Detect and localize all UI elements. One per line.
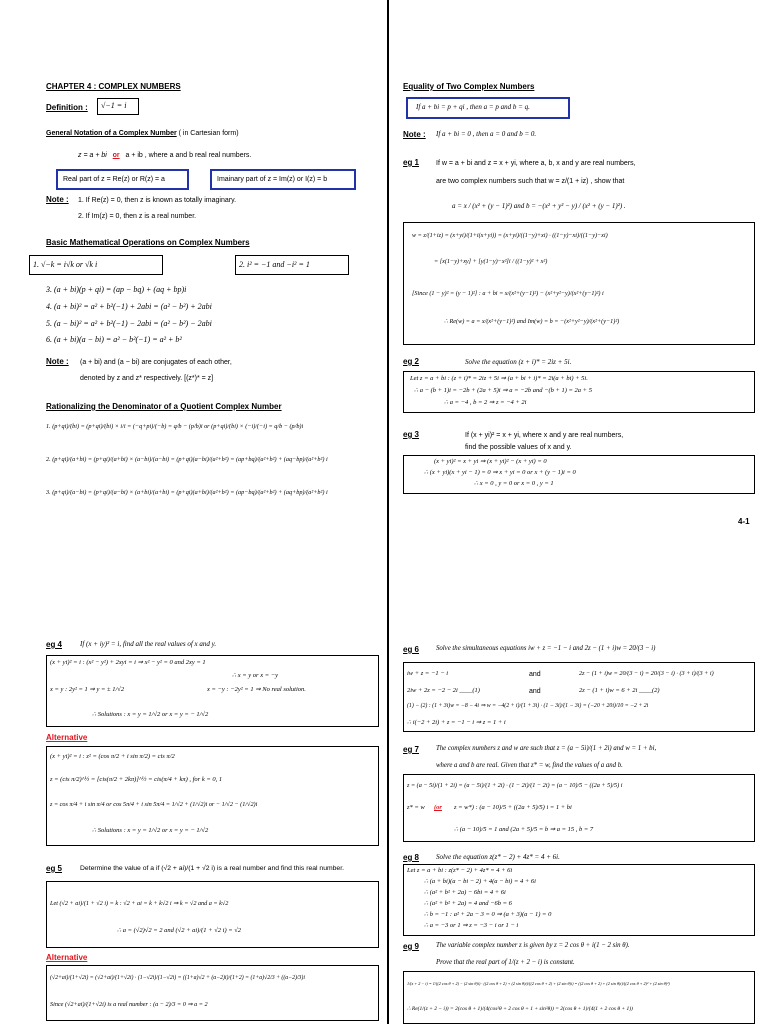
eg4-alt-step-1: (x + yi)² = i : z² = (cos π/2 + i sin π/2) = cis π/2 (50, 753, 175, 760)
eg3-step-3: ∴ x = 0 , y = 0 or x = 0 , y = 1 (474, 480, 554, 487)
eg3-label: eg 3 (403, 430, 420, 439)
real-part-box (56, 169, 189, 190)
eg5-question: Determine the value of a if (√2 + ai)/(1 + √2 i) is a real number and find this real number. (80, 865, 344, 872)
rationalizing-3: 3. (p+qi)/(a−bi) = (p+qi)/(a−bi) × (a+bi)/(a+bi) = (p+qi)(a+bi)/(a²+b²) = (ap−bq)/(a²+b²) + (aq+bp)/(a²+b²) i (46, 489, 328, 496)
eg5-label: eg 5 (46, 864, 63, 873)
basic-op-4: 4. (a + bi)² = a² + b²(−1) + 2abi = (a² − b²) + 2abi (46, 302, 212, 311)
eg5-alt-step-1: (√2+ai)/(1+√2i) = (√2+ai)/(1+√2i) · (1−√2i)/(1−√2i) = ((1+a)√2 + (a−2)i)/(1+2) = (1+a)√2/3 + ((a−2)/3)i (50, 975, 305, 981)
eg6-question: Solve the simultaneous equations iw + z = −1 − i and 2z − (1 + i)w = 20/(3 − i) (436, 645, 656, 652)
eg1-question-3: a = x / (x² + (y − 1)²) and b = −(x² + y² − y) / (x² + (y − 1)²) . (452, 202, 626, 210)
eg7-question-2: where a and b are real. Given that z* = w, find the values of a and b. (436, 762, 623, 769)
equality-rule: If a + bi = p + qi , then a = p and b = q. (416, 103, 530, 111)
basic-op-5: 5. (a − bi)² = a² + b²(−1) − 2abi = (a² − b²) − 2abi (46, 319, 212, 328)
equality-note-label: Note : (403, 130, 426, 139)
eg8-question: Solve the equation z(z* − 2) + 4z* = 4 + 6i. (436, 853, 560, 861)
definition-formula: √−1 = i (101, 101, 127, 110)
eg7-step-1: z = (a − 5i)/(1 + 2i) = (a − 5i)/(1 + 2i) · (1 − 2i)/(1 − 2i) = (a − 10)/5 − ((2a + 5)/5) i (407, 782, 623, 789)
chapter-title: CHAPTER 4 : COMPLEX NUMBERS (46, 82, 181, 91)
imag-part-text: Imainary part of z = Im(z) or I(z) = b (217, 176, 328, 183)
basic-op-3: 3. (a + bi)(p + qi) = (ap − bq) + (aq + bp)i (46, 285, 187, 294)
eg3-question-1: If (x + yi)² = x + yi, where x and y are real numbers, (465, 432, 624, 439)
basic-note-label: Note : (46, 357, 69, 366)
eg4-step-3b: x = −y : −2y² = 1 ⇒ No real solution. (207, 686, 306, 693)
basic-op-2-box (235, 255, 349, 275)
eg4-step-3a: x = y : 2y² = 1 ⇒ y = ± 1/√2 (50, 686, 125, 693)
equality-note-text: If a + bi = 0 , then a = 0 and b = 0. (436, 130, 537, 138)
column-divider (387, 0, 389, 1024)
eg4-alternative-label: Alternative (46, 733, 88, 742)
basic-op-6: 6. (a + bi)(a − bi) = a² − b²(−1) = a² + b² (46, 335, 182, 344)
eg5-solution-box (46, 881, 379, 948)
eg2-step-2: ∴ a − (b + 1)i = −2b + (2a + 5)i ⇒ a = −2b and −(b + 1) = 2a + 5 (414, 387, 592, 394)
eg4-step-2: ∴ x = y or x = −y (232, 672, 278, 679)
eg9-step-2: ∴ Re(1/(z + 2 − i)) = 2(cos θ + 1)/(4(cos²θ + 2 cos θ + 1 + sin²θ)) = 2(cos θ + 1)/(4(1 + 2 cos θ + 1)) (407, 1006, 633, 1012)
eg7-step-2c: z = w*) : (a − 10)/5 + ((2a + 5)/5) i = 1 + bi (454, 804, 572, 811)
eg8-step-3: ∴ (a² + b² + 2a) − 6bi = 4 + 6i (424, 889, 506, 896)
equality-box (406, 97, 570, 119)
eg6-step-1a: iw + z = −1 − i (407, 670, 449, 677)
eg6-step-1c: 2z − (1 + i)w = 20/(3 − i) = 20/(3 − i) · (3 + i)/(3 + i) (579, 670, 714, 677)
eg4-question: If (x + iy)² = i, find all the real values of x and y. (80, 640, 217, 648)
eg7-step-2b: (or (434, 804, 442, 811)
eg9-step-1: 1/(z + 2 − i) = 1/((2 cos θ + 2) − (2 sin θ)i) · ((2 cos θ + 2) + (2 sin θ)i)/((2 cos θ + 2) + (2 sin θ)i) = ((2 cos θ + 2) + (2 sin θ)i)/((2 cos θ + 2)² + (2 sin θ)²) (407, 981, 670, 986)
eg5-alt-step-2: Since (√2+ai)/(1+√2i) is a real number : (a − 2)/3 = 0 ⇒ a = 2 (50, 1001, 208, 1008)
rationalizing-2: 2. (p+qi)/(a+bi) = (p+qi)/(a+bi) × (a−bi)/(a−bi) = (p+qi)(a−bi)/(a²+b²) = (ap+bq)/(a²+b²) + (aq−bp)/(a²+b²) i (46, 456, 328, 463)
general-note-2: 2. If Im(z) = 0, then z is a real number. (78, 213, 197, 220)
eg6-step-4: ∴ i(−2 + 2i) + z = −1 − i ⇒ z = 1 + i (407, 719, 506, 726)
rationalizing-heading: Rationalizing the Denominator of a Quotient Complex Number (46, 402, 282, 411)
eg7-step-2a: z* = w (407, 804, 425, 811)
basic-op-1-box (29, 255, 163, 275)
eg4-alt-step-3: z = cos π/4 + i sin π/4 or cos 5π/4 + i sin 5π/4 = 1/√2 + (1/√2)i or − 1/√2 − (1/√2)i (50, 801, 258, 808)
eg8-step-4: ∴ (a² + b² + 2a) = 4 and −6b = 6 (424, 900, 512, 907)
general-note-label: Note : (46, 195, 69, 204)
eg8-label: eg 8 (403, 853, 420, 862)
general-notation-heading: General Notation of a Complex Number ( in Cartesian form) (46, 130, 239, 137)
general-note-1: 1. If Re(z) = 0, then z is known as totally imaginary. (78, 197, 237, 204)
eg1-step-4: ∴ Re(w) = a = x/(x²+(y−1)²) and Im(w) = b = −(x²+y²−y)/(x²+(y−1)²) (444, 318, 620, 325)
eg4-step-4: ∴ Solutions : x = y = 1/√2 or x = y = − 1/√2 (92, 711, 209, 718)
eg3-question-2: find the possible values of x and y. (465, 444, 572, 451)
eg8-step-5: ∴ b = −1 : a² + 2a − 3 = 0 ⇒ (a + 3)(a − 1) = 0 (424, 911, 552, 918)
eg6-step-1b: and (529, 671, 541, 678)
eg2-step-3: ∴ a = −4 , b = 2 ⇒ z = −4 + 2i (444, 399, 527, 406)
eg8-step-2: ∴ (a + bi)(a − bi − 2) + 4(a − bi) = 4 + 6i (424, 878, 536, 885)
eg8-solution-box (403, 864, 755, 936)
eg4-label: eg 4 (46, 640, 63, 649)
eg9-question-2: Prove that the real part of 1/(z + 2 − i) is constant. (436, 959, 575, 966)
basic-op-2: 2. i² = −1 and −i² = 1 (239, 260, 310, 269)
eg2-step-1: Let z = a + bi : (z + i)* = 2iz + 5i ⇒ (a + bi + i)* = 2i(a + bi) + 5i. (410, 375, 588, 382)
eg6-label: eg 6 (403, 645, 420, 654)
eg7-step-3: ∴ (a − 10)/5 = 1 and (2a + 5)/5 = b ⇒ a = 15 , b = 7 (454, 826, 594, 833)
eg6-solution-box (403, 662, 755, 732)
eg1-question-2: are two complex numbers such that w = z/(1 + iz) , show that (436, 178, 625, 185)
eg9-label: eg 9 (403, 942, 420, 951)
eg1-step-3: [Since (1 − y)² = (y − 1)²] : a + bi = x/(x²+(y−1)²) − (x²+y²−y)/(x²+(y−1)²) i (412, 290, 604, 297)
eg6-step-2c: 2z − (1 + i)w = 6 + 2i ____(2) (579, 687, 660, 694)
eg4-step-1: (x + yi)² = i : (x² − y²) + 2xyi = i ⇒ x² − y² = 0 and 2xy = 1 (50, 659, 206, 666)
eg6-step-2a: 2iw + 2z = −2 − 2i ____(1) (407, 687, 480, 694)
eg6-step-2b: and (529, 688, 541, 695)
eg1-solution-box (403, 222, 755, 345)
eg2-question: Solve the equation (z + i)* = 2iz + 5i. (465, 358, 572, 366)
eg8-step-6: ∴ a = −3 or 1 ⇒ z = −3 − i or 1 − i (424, 922, 519, 929)
eg3-solution-box (403, 455, 755, 494)
page-number: 4-1 (738, 517, 750, 526)
basic-op-1: 1. √−k = i√k or √k i (33, 260, 98, 269)
basic-ops-heading: Basic Mathematical Operations on Complex Numbers (46, 238, 250, 247)
rationalizing-1: 1. (p+qi)/(bi) = (p+qi)/(bi) × i/i = (−q+pi)/(−b) = q/b − (p/b)i or (p+qi)/(bi) × (−i)/(−i) = q/b − (p/b)i (46, 423, 304, 430)
eg9-solution-box (403, 971, 755, 1024)
eg3-step-1: (x + yi)² = x + yi ⇒ (x + yi)² − (x + yi) = 0 (434, 458, 547, 465)
eg4-alternative-box (46, 746, 379, 846)
definition-label: Definition : (46, 103, 88, 112)
eg8-step-1: Let z = a + bi : z(z* − 2) + 4z* = 4 + 6i (407, 867, 513, 874)
eg7-question-1: The complex numbers z and w are such that z = (a − 5i)/(1 + 2i) and w = 1 + bi, (436, 745, 657, 752)
eg1-step-2: = [x(1−y)+xy] + [y(1−y)−x²]i / ((1−y)² + x²) (434, 258, 548, 265)
eg5-step-2: ∴ a = (√2)√2 = 2 and (√2 + ai)/(1 + √2 i) = √2 (117, 927, 242, 934)
eg2-label: eg 2 (403, 357, 420, 366)
eg3-step-2: ∴ (x + yi)(x + yi − 1) = 0 ⇒ x + yi = 0 or x + (y − 1)i = 0 (424, 469, 576, 476)
eg1-label: eg 1 (403, 158, 420, 167)
eg5-alternative-box (46, 965, 379, 1021)
general-notation-line: z = a + bi or a + ib , where a and b real real numbers. (78, 152, 252, 159)
eg1-question-1: If w = a + bi and z = x + yi, where a, b, x and y are real numbers, (436, 160, 636, 167)
eg4-alt-step-4: ∴ Solutions : x = y = 1/√2 or x = y = − 1/√2 (92, 827, 209, 834)
eg9-question-1: The variable complex number z is given by z = 2 cos θ + i(1 − 2 sin θ). (436, 942, 630, 949)
definition-box (97, 98, 139, 115)
eg7-solution-box (403, 774, 755, 842)
eg5-step-1: Let (√2 + ai)/(1 + √2 i) = k : √2 + ai = k + k√2 i ⇒ k = √2 and a = k√2 (50, 900, 229, 907)
eg6-step-3: (1) − (2) : (1 + 3i)w = −8 − 4i ⇒ w = −4(2 + i)/(1 + 3i) · (1 − 3i)/(1 − 3i) = (−20 + 20i)/10 = −2 + 2i (407, 703, 649, 709)
eg1-step-1: w = z/(1+iz) = (x+yi)/(1+i(x+yi)) = (x+yi)/((1−y)+xi) · ((1−y)−xi)/((1−y)−xi) (412, 232, 608, 239)
eg4-solution-box (46, 655, 379, 727)
eg7-label: eg 7 (403, 745, 420, 754)
basic-note-1: (a + bi) and (a − bi) are conjugates of each other, (80, 359, 232, 366)
real-part-text: Real part of z = Re(z) or R(z) = a (63, 176, 165, 183)
equality-heading: Equality of Two Complex Numbers (403, 82, 535, 91)
eg2-solution-box (403, 371, 755, 413)
eg4-alt-step-2: z = (cis π/2)^½ = [cis(π/2 + 2kπ)]^½ = cis(π/4 + kπ) , for k = 0, 1 (50, 776, 223, 783)
imag-part-box (210, 169, 356, 190)
eg5-alternative-label: Alternative (46, 953, 88, 962)
basic-note-2: denoted by z and z* respectively. [(z*)* = z] (80, 375, 214, 382)
